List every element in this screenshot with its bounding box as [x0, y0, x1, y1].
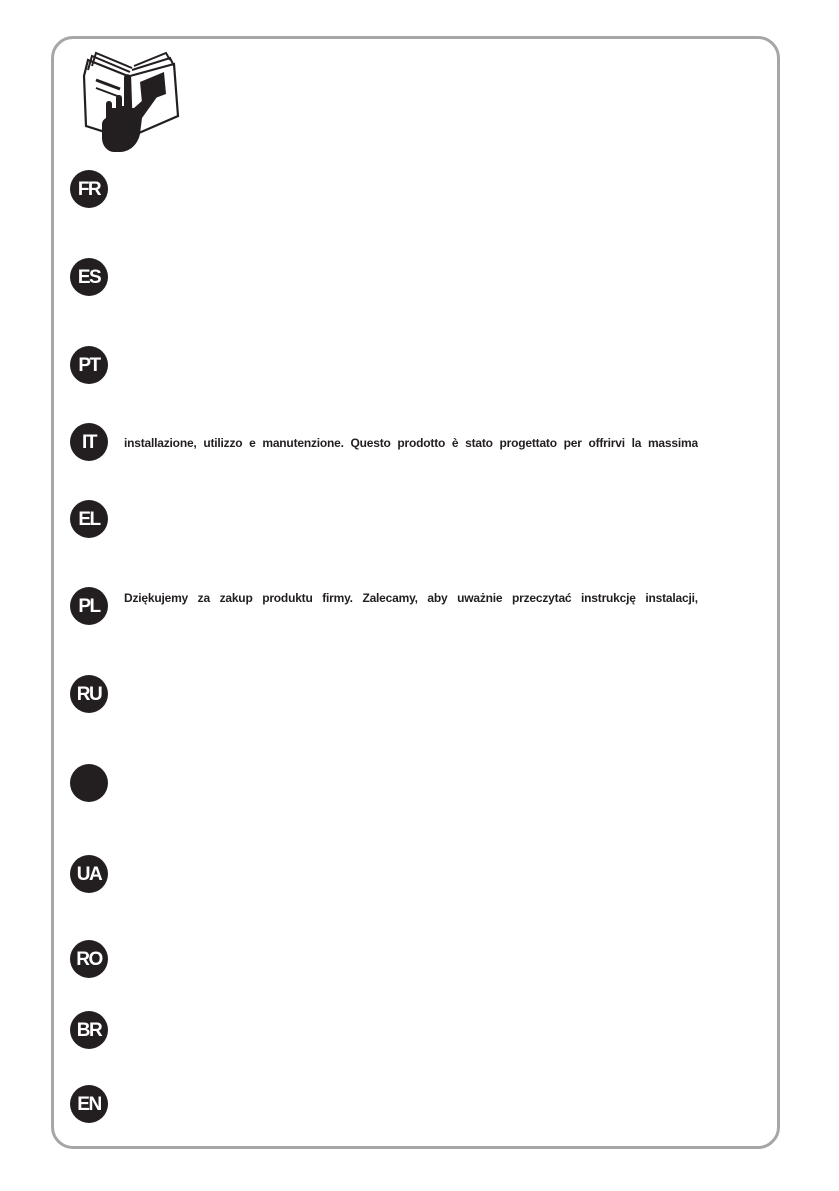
language-badge-blank — [70, 764, 108, 802]
language-badge-fr: FR — [70, 170, 108, 208]
language-badge-br: BR — [70, 1011, 108, 1049]
language-badge-ua: UA — [70, 855, 108, 893]
language-badge-el: EL — [70, 500, 108, 538]
language-badge-es: ES — [70, 258, 108, 296]
language-badge-en: EN — [70, 1085, 108, 1123]
language-badge-ro: RO — [70, 940, 108, 978]
language-text-pl: Dziękujemy za zakup produktu firmy. Zalecamy, aby uważnie przeczytać instrukcję instalacji, — [124, 591, 698, 605]
language-badge-ru: RU — [70, 675, 108, 713]
manual-reading-hand-icon — [78, 48, 188, 158]
language-badge-pt: PT — [70, 346, 108, 384]
language-text-it: installazione, utilizzo e manutenzione. Questo prodotto è stato progettato per offrirvi la massima — [124, 436, 698, 450]
language-badge-pl: PL — [70, 587, 108, 625]
language-badge-it: IT — [70, 423, 108, 461]
